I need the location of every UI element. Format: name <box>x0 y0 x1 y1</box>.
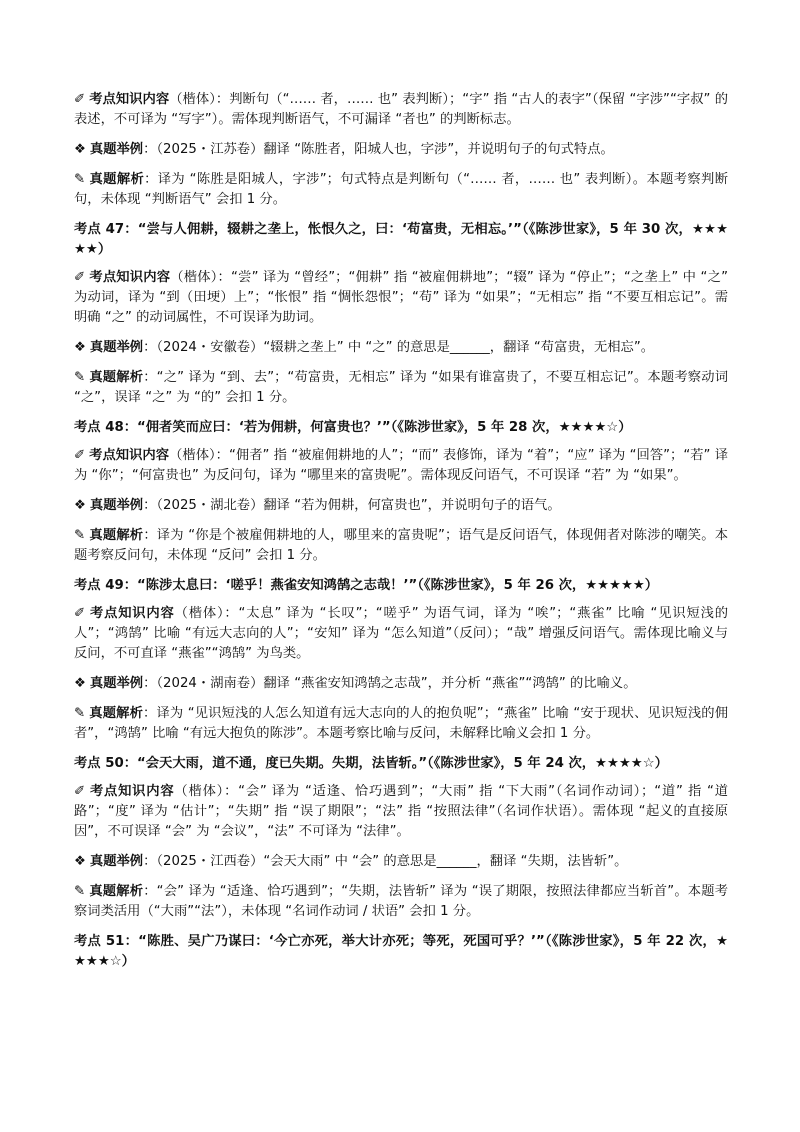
diamond-bullet-icon: ❖ <box>74 676 86 691</box>
knowledge-paragraph <box>74 782 728 842</box>
pen-icon: ✎ <box>74 706 86 721</box>
analysis-paragraph <box>74 526 728 566</box>
example-text: ：（2025・江西卷）“会天大雨” 中 “会” 的意思是______，翻译 “失期，法皆斩”。 <box>143 854 628 869</box>
diamond-bullet-icon: ❖ <box>74 142 86 157</box>
example-paragraph <box>74 140 728 160</box>
knowledge-paragraph <box>74 90 728 130</box>
knowledge-label: 考点知识内容 <box>89 606 175 621</box>
example-paragraph <box>74 852 728 872</box>
pen-icon: ✎ <box>74 528 86 543</box>
analysis-label: 真题解析 <box>89 370 144 385</box>
analysis-text: ：“之” 译为 “到、去”；“苟富贵，无相忘” 译为 “如果有谁富贵了，不要互相忘记”。本题考察动词 “之”，误译 “之” 为 “的” 会扣 1 分。 <box>74 370 729 405</box>
analysis-paragraph <box>74 704 728 744</box>
section-heading: 考点 51：“陈胜、吴广乃谋曰：‘今亡亦死，举大计亦死；等死，死国可乎？’”（《陈涉世家》，5 年 22 次，★★★★☆） <box>74 934 728 969</box>
pencil-icon: ✐ <box>74 784 86 799</box>
section-heading: 考点 50：“会天大雨，道不通，度已失期。失期，法皆斩。”（《陈涉世家》，5 年 24 次，★★★★☆） <box>74 756 668 771</box>
pen-icon: ✎ <box>74 172 86 187</box>
knowledge-text: （楷体）：判断句（“…… 者，…… 也” 表判断）；“字” 指 “古人的表字”（保留 “字涉”“字叔” 的表述，不可译为 “写字”）。需体现判断语气，不可漏译 “者也” 的判断标志。 <box>74 92 728 127</box>
section-heading: 考点 48：“佣者笑而应曰：‘若为佣耕，何富贵也？’”（《陈涉世家》，5 年 28 次，★★★★☆） <box>74 420 632 435</box>
pen-icon: ✎ <box>74 370 86 385</box>
pencil-icon: ✐ <box>74 606 86 621</box>
example-label: 真题举例 <box>89 676 144 691</box>
knowledge-text: （楷体）：“尝” 译为 “曾经”；“佣耕” 指 “被雇佣耕地”；“辍” 译为 “停止”；“之垄上” 中 “之” 为动词，译为 “到（田埂）上”；“怅恨” 指 “惆怅怨恨”；“苟” 译为 “如果”；“无相忘” 指 “不要互相忘记”。需明确 “之” 的动词属性，不可误译为助词。 <box>74 270 729 325</box>
knowledge-paragraph <box>74 446 728 486</box>
analysis-label: 真题解析 <box>89 172 145 187</box>
pencil-icon: ✐ <box>74 92 86 107</box>
knowledge-label: 考点知识内容 <box>89 448 170 463</box>
knowledge-label: 考点知识内容 <box>89 784 175 799</box>
knowledge-text: （楷体）：“佣者” 指 “被雇佣耕地的人”；“而” 表修饰，译为 “着”；“应” 译为 “回答”；“若” 译为 “你”；“何富贵也” 为反问句，译为 “哪里来的富贵呢”。需体现反问语气，不可误译 “若” 为 “如果”。 <box>74 448 728 483</box>
document-page <box>74 90 728 980</box>
example-label: 真题举例 <box>89 340 144 355</box>
example-label: 真题举例 <box>89 142 144 157</box>
example-paragraph <box>74 674 728 694</box>
pen-icon: ✎ <box>74 884 86 899</box>
knowledge-text: （楷体）：“太息” 译为 “长叹”；“嗟乎” 为语气词，译为 “唉”；“燕雀” 比喻 “见识短浅的人”；“鸿鹄” 比喻 “有远大志向的人”；“安知” 译为 “怎么知道”（反问）；“哉” 增强反问语气。需体现比喻义与反问，不可直译 “燕雀”“鸿鹄” 为鸟类。 <box>74 606 728 661</box>
analysis-label: 真题解析 <box>89 706 144 721</box>
example-paragraph <box>74 496 728 516</box>
knowledge-text: （楷体）：“会” 译为 “适逢、恰巧遇到”；“大雨” 指 “下大雨”（名词作动词）；“道” 指 “道路”；“度” 译为 “估计”；“失期” 指 “误了期限”；“法” 指 “按照法律”（名词作状语）。需体现 “起义的直接原因”，不可误译 “会” 为 “会议”，“法” 不可译为 “法律”。 <box>74 784 729 839</box>
example-paragraph <box>74 338 728 358</box>
example-text: ：（2024・湖南卷）翻译 “燕雀安知鸿鹄之志哉”，并分析 “燕雀”“鸿鹄” 的比喻义。 <box>143 676 637 691</box>
analysis-label: 真题解析 <box>89 528 144 543</box>
pencil-icon: ✐ <box>74 270 86 285</box>
knowledge-paragraph <box>74 268 728 328</box>
section-heading: 考点 49：“陈涉太息曰：‘嗟乎！燕雀安知鸿鹄之志哉！’”（《陈涉世家》，5 年 26 次，★★★★★） <box>74 578 659 593</box>
pencil-icon: ✐ <box>74 448 86 463</box>
example-text: ：（2024・安徽卷）“辍耕之垄上” 中 “之” 的意思是______，翻译 “苟富贵，无相忘”。 <box>143 340 655 355</box>
analysis-text: ：译为 “陈胜是阳城人，字涉”；句式特点是判断句（“…… 者，…… 也” 表判断）。本题考察判断句，未体现 “判断语气” 会扣 1 分。 <box>74 172 729 207</box>
example-label: 真题举例 <box>89 854 144 869</box>
analysis-label: 真题解析 <box>89 884 144 899</box>
diamond-bullet-icon: ❖ <box>74 854 86 869</box>
example-label: 真题举例 <box>89 498 144 513</box>
diamond-bullet-icon: ❖ <box>74 498 86 513</box>
analysis-text: ：译为 “见识短浅的人怎么知道有远大志向的人的抱负呢”；“燕雀” 比喻 “安于现状、见识短浅的佣者”，“鸿鹄” 比喻 “有远大抱负的陈涉”。本题考察比喻与反问，未解释比喻义会扣 1 分。 <box>74 706 729 741</box>
diamond-bullet-icon: ❖ <box>74 340 86 355</box>
analysis-paragraph <box>74 368 728 408</box>
knowledge-label: 考点知识内容 <box>89 270 171 285</box>
section-heading: 考点 47：“尝与人佣耕，辍耕之垄上，怅恨久之，曰：‘苟富贵，无相忘。’”（《陈涉世家》，5 年 30 次，★★★★★） <box>74 222 728 257</box>
analysis-paragraph <box>74 170 728 210</box>
example-text: ：（2025・湖北卷）翻译 “若为佣耕，何富贵也”，并说明句子的语气。 <box>143 498 561 513</box>
example-text: ：（2025・江苏卷）翻译 “陈胜者，阳城人也，字涉”，并说明句子的句式特点。 <box>143 142 614 157</box>
analysis-text: ：“会” 译为 “适逢、恰巧遇到”；“失期，法皆斩” 译为 “误了期限，按照法律都应当斩首”。本题考察词类活用（“大雨”“法”），未体现 “名词作动词 / 状语” 会扣 1 分。 <box>74 884 729 919</box>
analysis-paragraph <box>74 882 728 922</box>
knowledge-paragraph <box>74 604 728 664</box>
analysis-text: ：译为 “你是个被雇佣耕地的人，哪里来的富贵呢”；语气是反问语气，体现佣者对陈涉的嘲笑。本题考察反问句，未体现 “反问” 会扣 1 分。 <box>74 528 729 563</box>
knowledge-label: 考点知识内容 <box>89 92 170 107</box>
